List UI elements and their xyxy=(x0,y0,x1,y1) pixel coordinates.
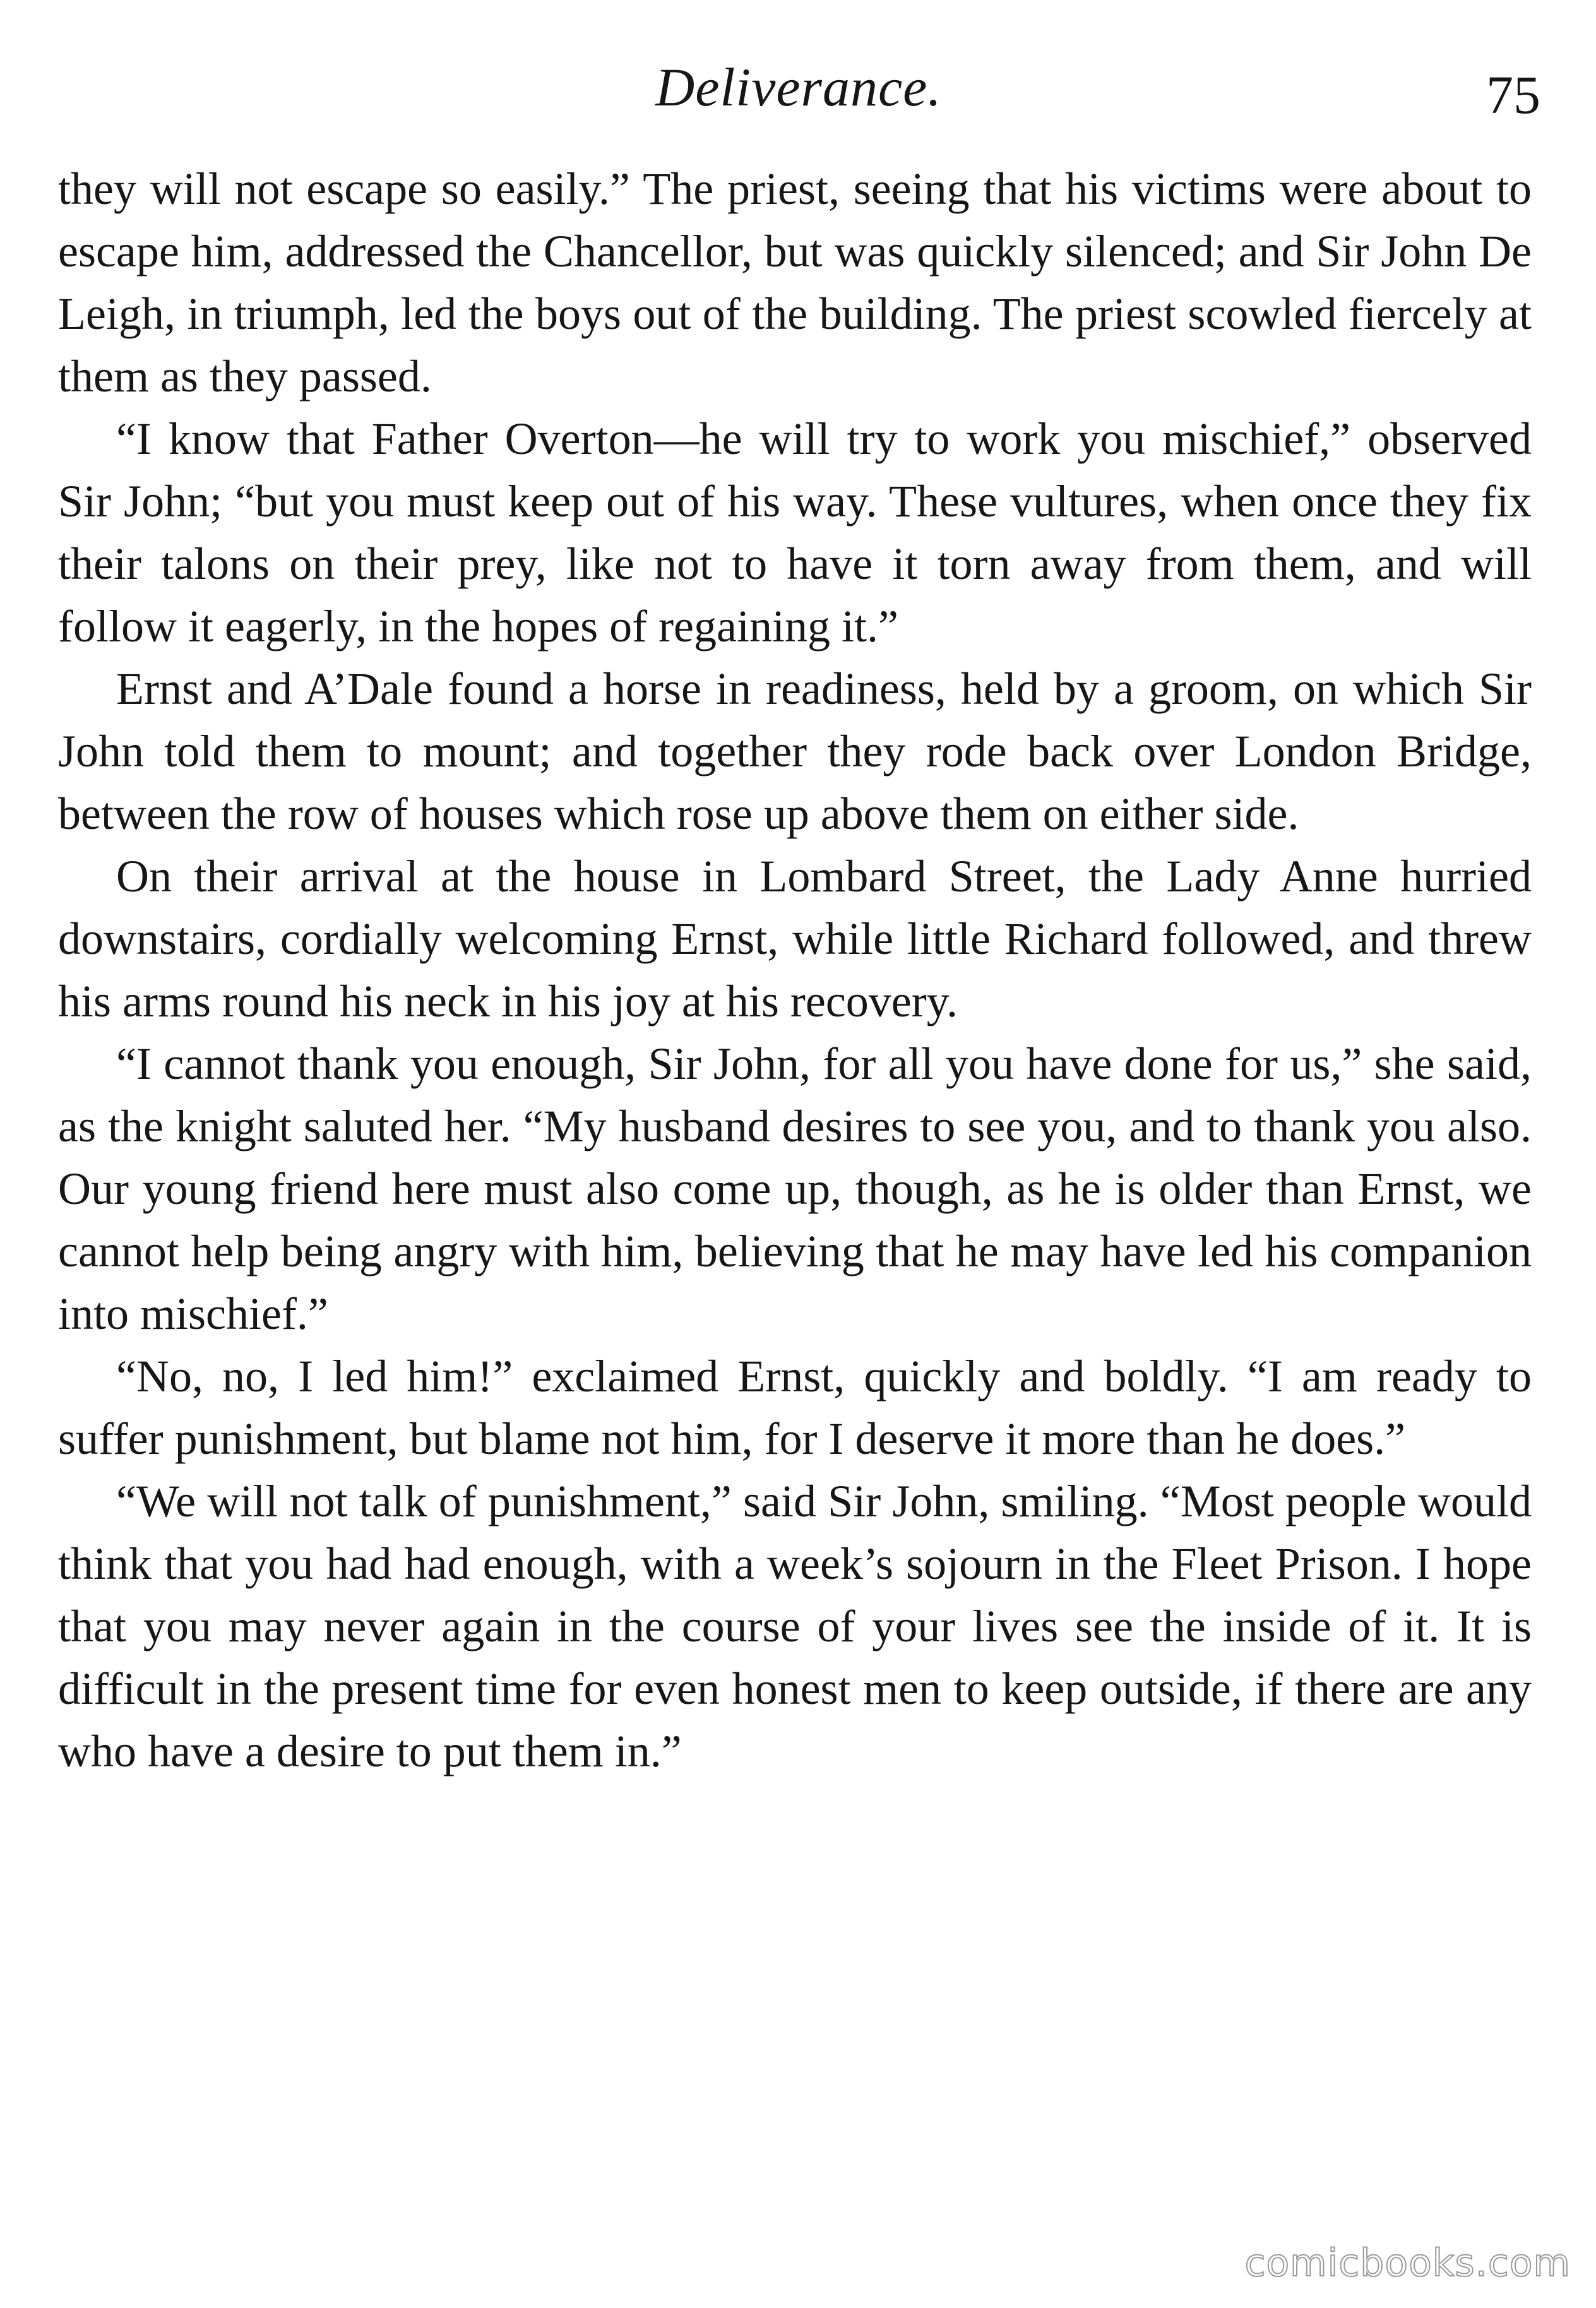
chapter-title: Deliverance. xyxy=(655,57,942,117)
paragraph-2: “I know that Father Overton—he will try to work you mischief,” observed Sir John; “but you must keep out of his way. These vultures, when once they fix their talons on their prey, like not to have it torn away from them, and will follow it eagerly, in the hopes of regaining it.” xyxy=(58,413,1532,651)
watermark: comicbooks.com xyxy=(1244,2241,1571,2285)
paragraph-6: “No, no, I led him!” exclaimed Ernst, quickly and boldly. “I am ready to suffer punishment, but blame not him, for I deserve it more than he does.” xyxy=(58,1351,1532,1464)
paragraph-5: “I cannot thank you enough, Sir John, for all you have done for us,” she said, as the knight saluted her. “My husband desires to see you, and to thank you also. Our young friend here must also come up, though, as he is older than Ernst, we cannot help being angry with him, believing that he may have led his companion into mischief.” xyxy=(58,1038,1532,1339)
paragraph-7: “We will not talk of punishment,” said Sir John, smiling. “Most people would think that you had had enough, with a week’s sojourn in the Fleet Prison. I hope that you may never again in the course of your lives see the inside of it. It is difficult in the present time for even honest men to keep outside, if there are any who have a desire to put them in.” xyxy=(58,1476,1532,1776)
page-number: 75 xyxy=(1486,64,1540,125)
running-head xyxy=(57,56,1540,144)
paragraph-3: Ernst and A’Dale found a horse in readiness, held by a groom, on which Sir John told them to mount; and together they rode back over London Bridge, between the row of houses which rose up above them on either side. xyxy=(58,663,1532,839)
paragraph-1: they will not escape so easily.” The priest, seeing that his victims were about to escape him, addressed the Chancellor, but was quickly silenced; and Sir John De Leigh, in triumph, led the boys out of the building. The priest scowled fiercely at them as they passed. xyxy=(58,164,1532,402)
paragraph-4: On their arrival at the house in Lombard Street, the Lady Anne hurried downstairs, cordially welcoming Ernst, while little Richard followed, and threw his arms round his neck in his joy at his recovery. xyxy=(58,851,1532,1026)
body-text xyxy=(58,158,1532,1783)
